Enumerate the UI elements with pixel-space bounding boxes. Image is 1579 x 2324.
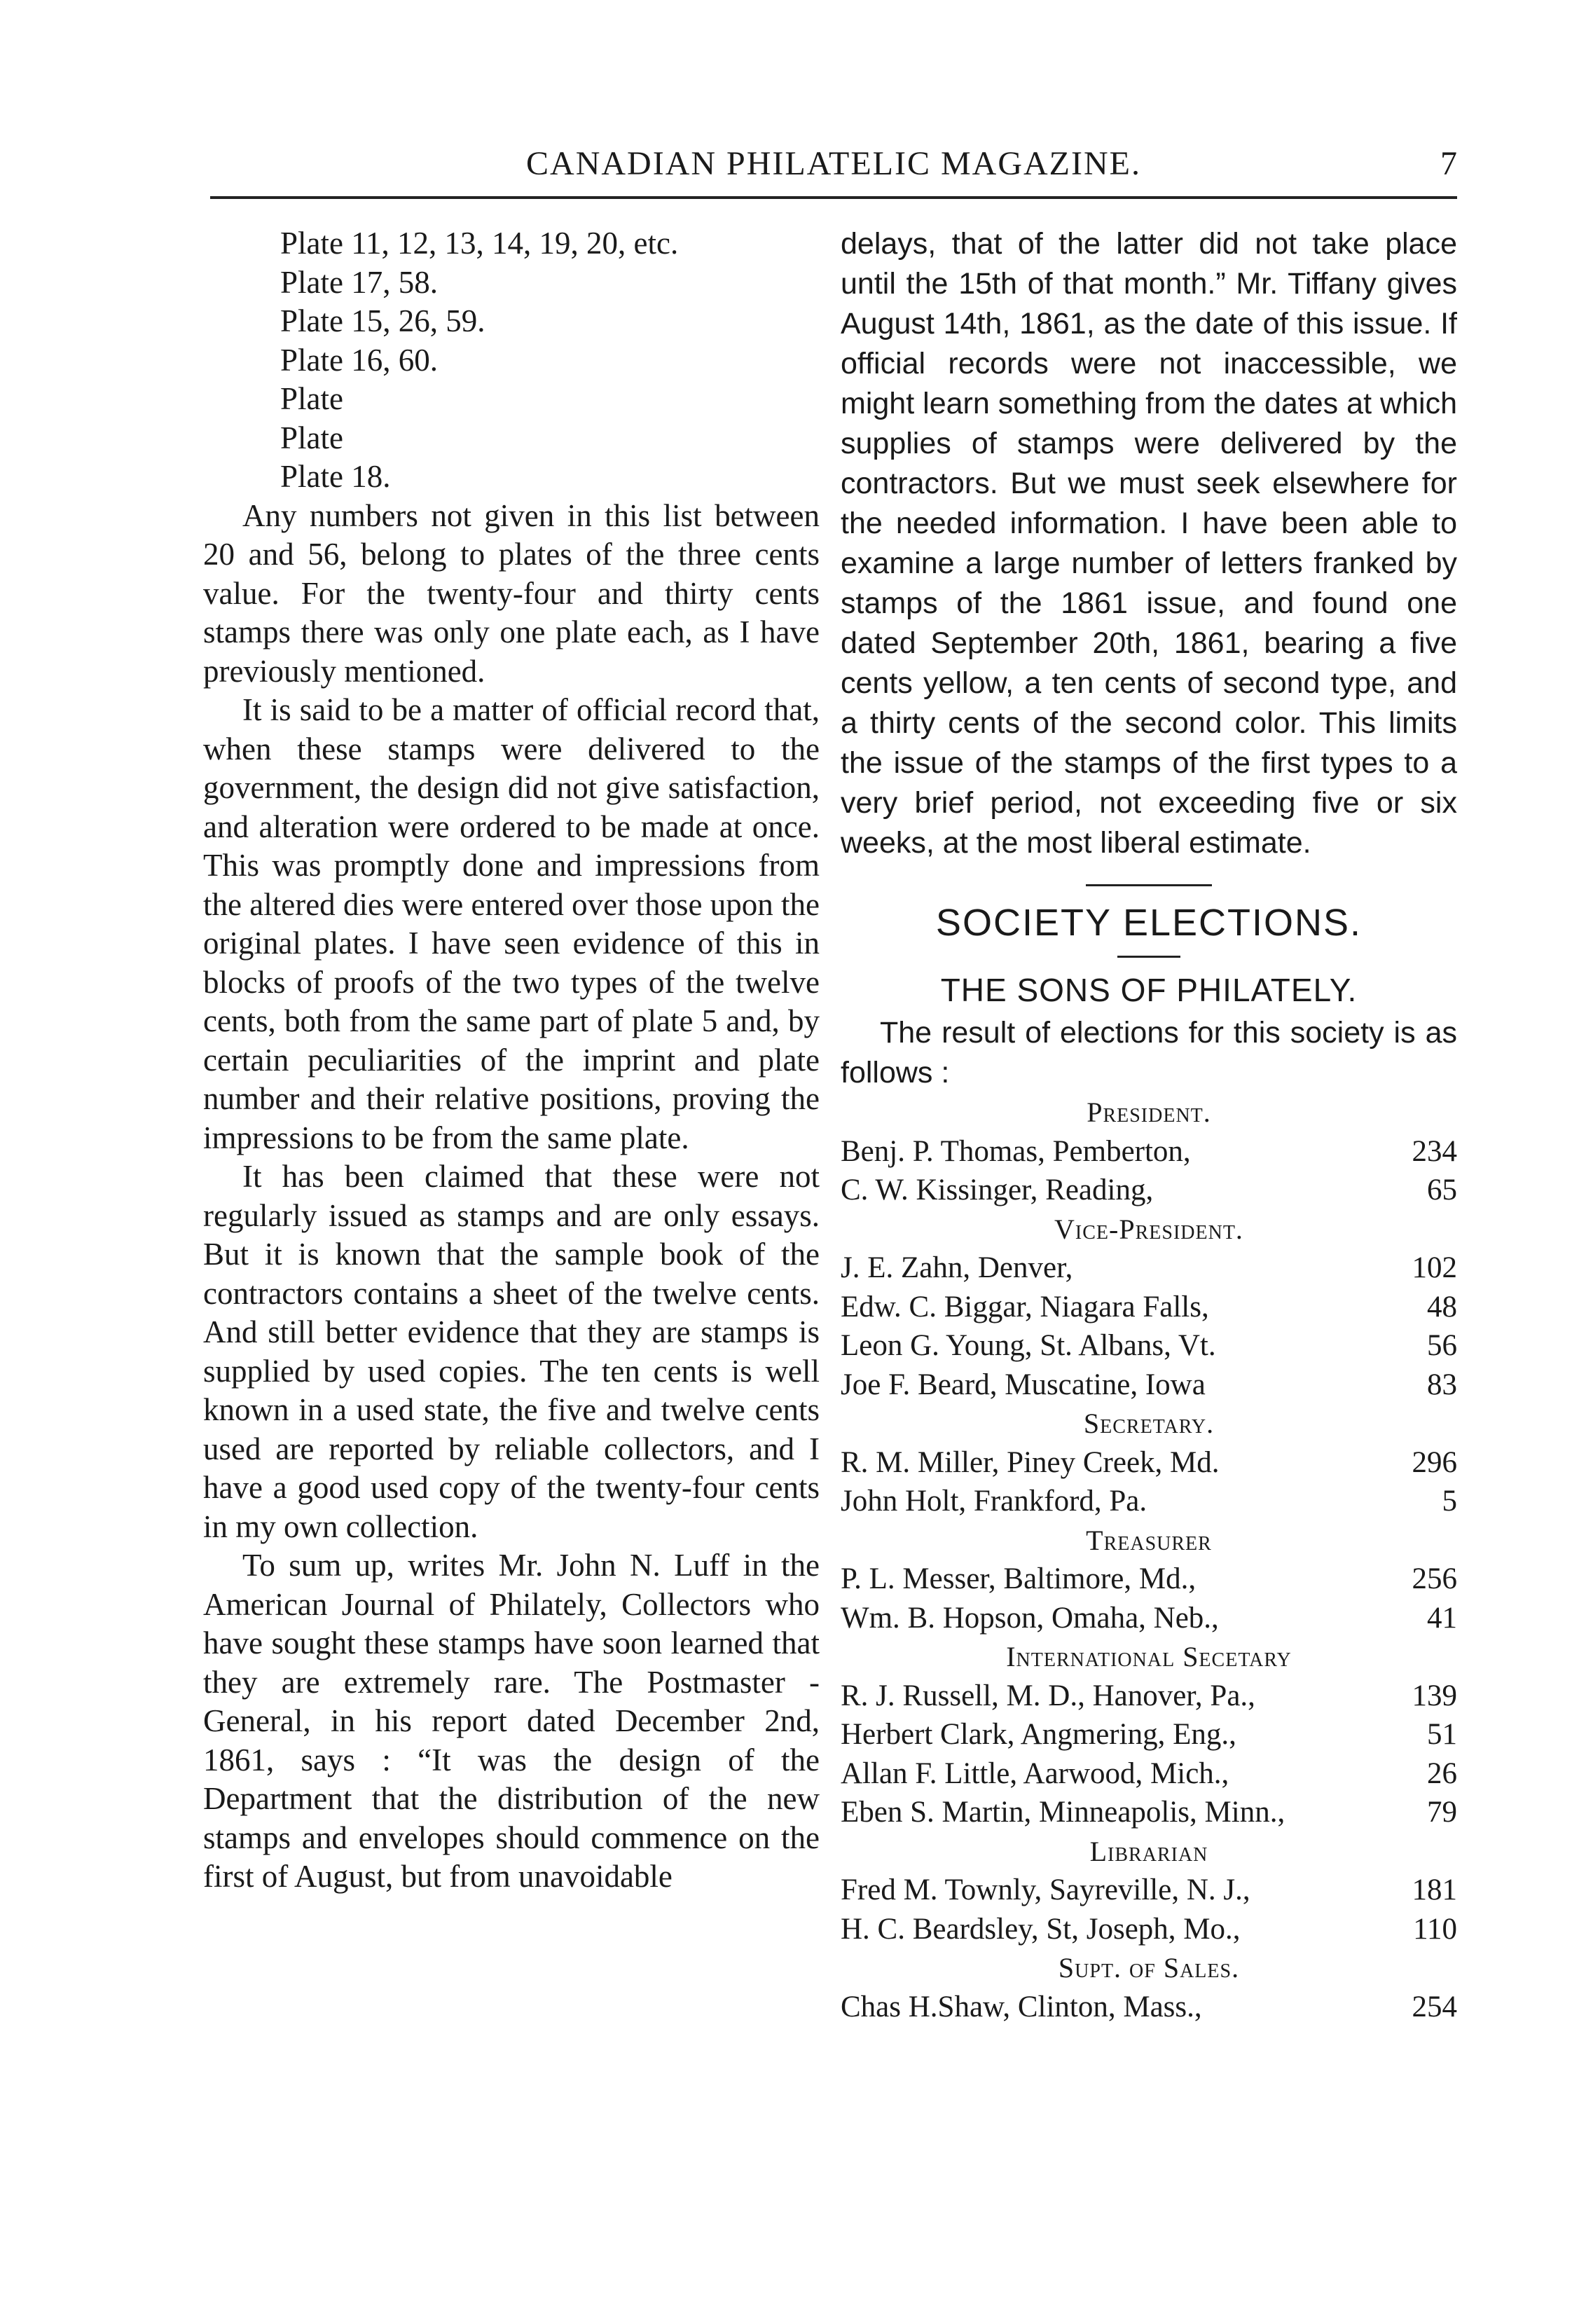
- candidate-name: R. M. Miller, Piney Creek, Md.: [841, 1445, 1220, 1479]
- vote-count: 296: [1412, 1445, 1457, 1479]
- plate-line: Plate 15, 26, 59.: [280, 303, 485, 338]
- paragraph: It is said to be a matter of official record that, when these stamps were delivered to the government, the design did not give satisfaction, and alteration were ordered to be made at once. This was promptly done and impressions from the altered dies were entered over those upon the original plates. I have seen evidence of this in blocks of proofs of the two types of the twelve cents, both from the same part of plate 5 and, by certain peculiarities of the imprint and plate number and their relative positions, proving the impressions to be from the same plate.: [203, 692, 820, 1155]
- candidate-name: C. W. Kissinger, Reading,: [841, 1174, 1154, 1206]
- candidate-name: Joe F. Beard, Muscatine, Iowa: [841, 1368, 1206, 1401]
- candidate-row: [841, 1288, 1457, 1327]
- society-title: THE SONS OF PHILATELY.: [940, 972, 1358, 1008]
- plate-line: Plate 16, 60.: [280, 342, 438, 378]
- candidate-name: Leon G. Young, St. Albans, Vt.: [841, 1329, 1216, 1362]
- plate-line: Plate 11, 12, 13, 14, 19, 20, etc.: [280, 226, 679, 261]
- office-heading: International Secetary: [1006, 1641, 1292, 1672]
- candidate-row: [841, 1793, 1457, 1832]
- vote-count: 139: [1412, 1679, 1457, 1712]
- plate-line: Plate: [280, 420, 343, 455]
- candidate-row: [841, 1249, 1457, 1288]
- candidate-row: [841, 1366, 1457, 1405]
- paragraph: delays, that of the latter did not take place until the 15th of that month.” Mr. Tiffany gives August 14th, 1861, as the date of this issue. If official records were not inaccessible, we might learn something from the dates at which supplies of stamps were delivered by the contractors. But we must seek elsewhere for the needed information. I have been able to examine a large number of letters franked by stamps of the 1861 issue, and found one dated September 20th, 1861, bearing a five cents yellow, a ten cents of second type, and a thirty cents of the second color. This limits the issue of the stamps of the first types to a very brief period, not exceeding five or six weeks, at the most liberal estimate.: [841, 227, 1457, 860]
- vote-count: 41: [1427, 1601, 1457, 1635]
- magazine-title: CANADIAN PHILATELIC MAGAZINE.: [526, 145, 1141, 182]
- candidate-row: [841, 1677, 1457, 1716]
- vote-count: 48: [1427, 1290, 1457, 1323]
- vote-count: 181: [1412, 1873, 1457, 1906]
- page-number: 7: [1440, 145, 1457, 182]
- vote-count: 110: [1413, 1912, 1457, 1946]
- candidate-name: Chas H.Shaw, Clinton, Mass.,: [841, 1990, 1202, 2023]
- candidate-row: [841, 1871, 1457, 1910]
- office-heading: Treasurer: [1086, 1524, 1212, 1556]
- vote-count: 234: [1412, 1134, 1457, 1168]
- office-heading: Secretary.: [1083, 1408, 1215, 1439]
- paragraph: It has been claimed that these were not regularly issued as stamps and are only essays. But it is known that the sample book of the contractors contains a sheet of the twelve cents. And still better evidence that they are stamps is supplied by used copies. The ten cents is well known in a used state, the five and twelve cents used are reported by reliable collectors, and I have a good used copy of the twenty-four cents in my own collection.: [203, 1159, 820, 1544]
- candidate-row: [841, 1443, 1457, 1483]
- office-heading: Vice-President.: [1054, 1213, 1243, 1245]
- vote-count: 256: [1412, 1562, 1457, 1595]
- plate-line: Plate: [280, 381, 343, 416]
- vote-count: 56: [1427, 1329, 1457, 1362]
- right-column: [841, 224, 1457, 2026]
- candidate-row: [841, 1326, 1457, 1366]
- candidate-name: Allan F. Little, Aarwood, Mich.,: [841, 1756, 1229, 1790]
- candidate-row: [841, 1132, 1457, 1171]
- title-divider: [1117, 956, 1180, 958]
- paragraph: To sum up, writes Mr. John N. Luff in the American Journal of Philately, Collectors who have sought these stamps have soon learned that they are extremely rare. The Postmaster - General, in his report dated December 2nd, 1861, says : “It was the design of the Department that the distribution of the new stamps and envelopes should commence on the first of August, but from unavoidable: [203, 1548, 820, 1894]
- vote-count: 79: [1427, 1796, 1457, 1829]
- plate-list: [280, 224, 820, 497]
- candidate-name: Fred M. Townly, Sayreville, N. J.,: [841, 1873, 1250, 1906]
- candidate-row: [841, 1715, 1457, 1754]
- candidate-row: [841, 1482, 1457, 1521]
- candidate-name: P. L. Messer, Baltimore, Md.,: [841, 1562, 1197, 1595]
- candidate-name: Benj. P. Thomas, Pemberton,: [841, 1134, 1191, 1168]
- paragraph: Any numbers not given in this list between 20 and 56, belong to plates of the three cents value. For the twenty-four and thirty cents stamps there was only one plate each, as I have previously mentioned.: [203, 497, 820, 689]
- office-heading: Librarian: [1089, 1835, 1208, 1867]
- candidate-row: [841, 1599, 1457, 1638]
- candidate-name: Wm. B. Hopson, Omaha, Neb.,: [841, 1601, 1219, 1635]
- candidate-name: H. C. Beardsley, St, Joseph, Mo.,: [841, 1912, 1241, 1946]
- section-divider: [1086, 884, 1212, 886]
- candidate-name: John Holt, Frankford, Pa.: [841, 1485, 1147, 1518]
- election-results: [841, 1093, 1457, 2026]
- vote-count: 5: [1442, 1485, 1457, 1518]
- vote-count: 254: [1412, 1990, 1457, 2023]
- candidate-row: [841, 1171, 1457, 1210]
- candidate-row: [841, 1988, 1457, 2027]
- election-intro: The result of elections for this society is as follows :: [841, 1016, 1457, 1089]
- office-heading: President.: [1087, 1096, 1211, 1128]
- vote-count: 83: [1427, 1368, 1457, 1401]
- candidate-name: Eben S. Martin, Minneapolis, Minn.,: [841, 1796, 1285, 1829]
- candidate-name: Edw. C. Biggar, Niagara Falls,: [841, 1290, 1209, 1323]
- running-header: [210, 140, 1457, 199]
- candidate-name: R. J. Russell, M. D., Hanover, Pa.,: [841, 1679, 1255, 1712]
- office-heading: Supt. of Sales.: [1058, 1952, 1240, 1983]
- candidate-name: J. E. Zahn, Denver,: [841, 1251, 1073, 1284]
- vote-count: 65: [1427, 1174, 1457, 1206]
- section-title: SOCIETY ELECTIONS.: [935, 902, 1363, 944]
- plate-line: Plate 18.: [280, 459, 391, 494]
- vote-count: 51: [1427, 1718, 1457, 1751]
- vote-count: 102: [1412, 1251, 1457, 1284]
- candidate-row: [841, 1754, 1457, 1794]
- candidate-row: [841, 1910, 1457, 1949]
- plate-line: Plate 17, 58.: [280, 264, 438, 300]
- vote-count: 26: [1427, 1756, 1457, 1790]
- candidate-name: Herbert Clark, Angmering, Eng.,: [841, 1718, 1236, 1751]
- left-column: [203, 224, 820, 1897]
- candidate-row: [841, 1560, 1457, 1599]
